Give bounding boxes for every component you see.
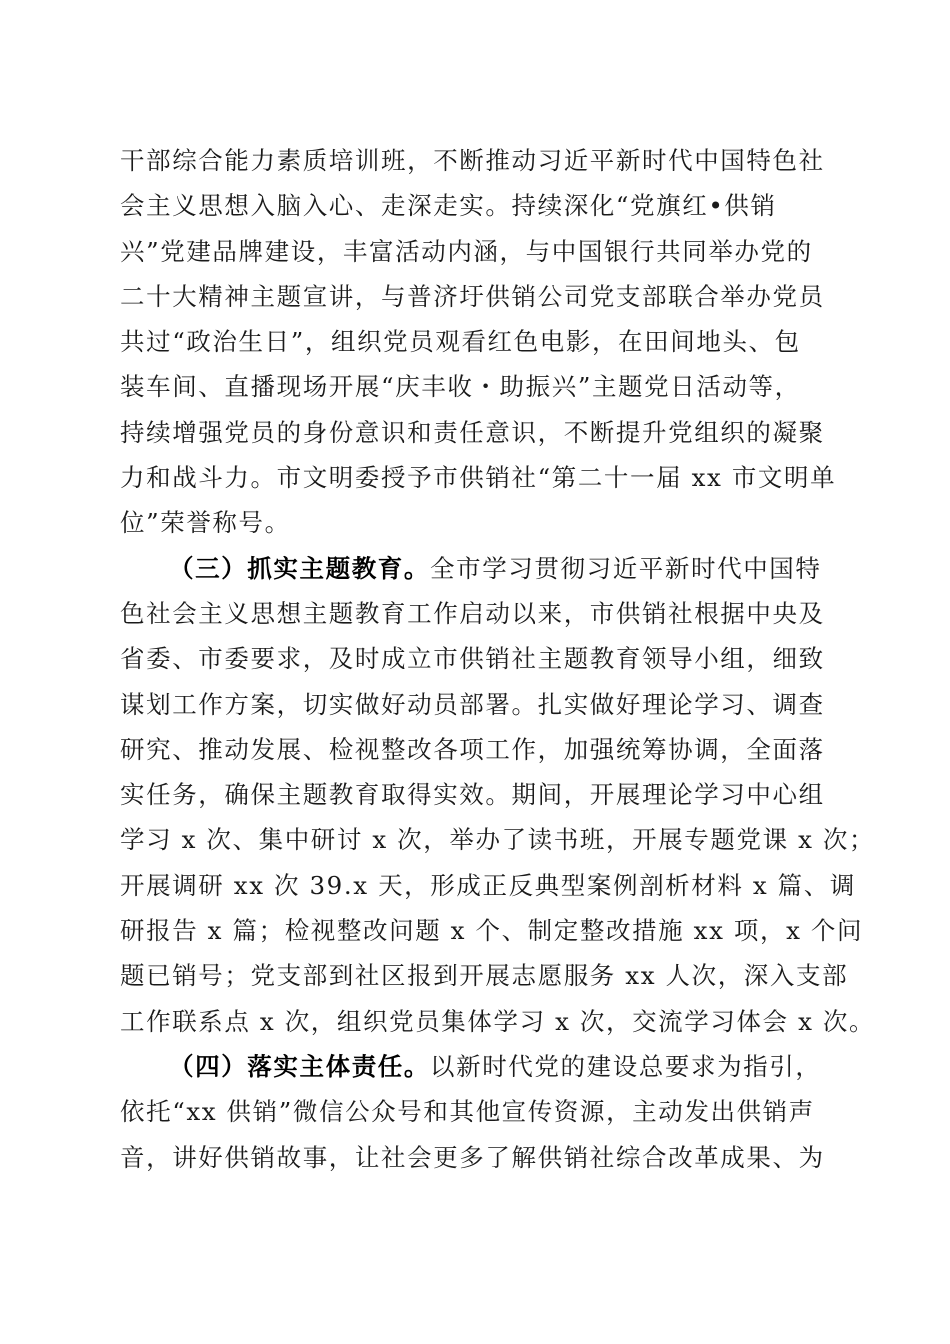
paragraph-party-building bbox=[120, 138, 840, 546]
paragraph-main-responsibility bbox=[120, 1044, 840, 1180]
text-line: 力和战斗力。市文明委授予市供销社“第二十一届 xx 市文明单 bbox=[120, 463, 837, 493]
section-heading: （四）落实主体责任。 bbox=[169, 1051, 430, 1081]
text-line: 兴”党建品牌建设，丰富活动内涵，与中国银行共同举办党的 bbox=[120, 236, 813, 266]
text-line: 学习 x 次、集中研讨 x 次，举办了读书班，开展专题党课 x 次； bbox=[120, 825, 876, 855]
text-line: 共过“政治生日”，组织党员观看红色电影，在田间地头、包 bbox=[120, 327, 801, 357]
text-line: 研报告 x 篇；检视整改问题 x 个、制定整改措施 xx 项，x 个问 bbox=[120, 916, 864, 946]
text-line bbox=[120, 546, 840, 591]
text-line: 题已销号；党支部到社区报到开展志愿服务 xx 人次，深入支部 bbox=[120, 961, 849, 991]
text-line: 依托“xx 供销”微信公众号和其他宣传资源，主动发出供销声 bbox=[120, 1097, 815, 1127]
text-run: 全市学习贯彻习近平新时代中国特 bbox=[430, 553, 822, 583]
text-line: 谋划工作方案，切实做好动员部署。扎实做好理论学习、调查 bbox=[120, 689, 825, 719]
document-body bbox=[120, 138, 876, 1180]
text-line bbox=[120, 1044, 840, 1089]
text-run: 以新时代党的建设总要求为指引， bbox=[430, 1051, 822, 1081]
text-line: 色社会主义思想主题教育工作启动以来，市供销社根据中央及 bbox=[120, 598, 825, 628]
text-line: 实任务，确保主题教育取得实效。期间，开展理论学习中心组 bbox=[120, 780, 825, 810]
text-line: 工作联系点 x 次，组织党员集体学习 x 次，交流学习体会 x 次。 bbox=[120, 1006, 876, 1036]
text-line: 位”荣誉称号。 bbox=[120, 508, 291, 538]
section-heading: （三）抓实主题教育。 bbox=[169, 553, 430, 583]
text-line: 会主义思想入脑入心、走深走实。持续深化“党旗红•供销 bbox=[120, 191, 777, 221]
text-line: 音，讲好供销故事，让社会更多了解供销社综合改革成果、为 bbox=[120, 1142, 825, 1172]
text-line: 干部综合能力素质培训班，不断推动习近平新时代中国特色社 bbox=[120, 146, 825, 175]
text-line: 持续增强党员的身份意识和责任意识，不断提升党组织的凝聚 bbox=[120, 417, 825, 447]
text-line: 开展调研 xx 次 39.x 天，形成正反典型案例剖析材料 x 篇、调 bbox=[120, 870, 856, 900]
text-line: 装车间、直播现场开展“庆丰收・助振兴”主题党日活动等， bbox=[120, 372, 801, 402]
text-line: 二十大精神主题宣讲，与普济圩供销公司党支部联合举办党员 bbox=[120, 281, 825, 311]
text-line: 省委、市委要求，及时成立市供销社主题教育领导小组，细致 bbox=[120, 644, 825, 674]
paragraph-theme-education bbox=[120, 546, 876, 1044]
text-line: 研究、推动发展、检视整改各项工作，加强统筹协调，全面落 bbox=[120, 734, 825, 764]
